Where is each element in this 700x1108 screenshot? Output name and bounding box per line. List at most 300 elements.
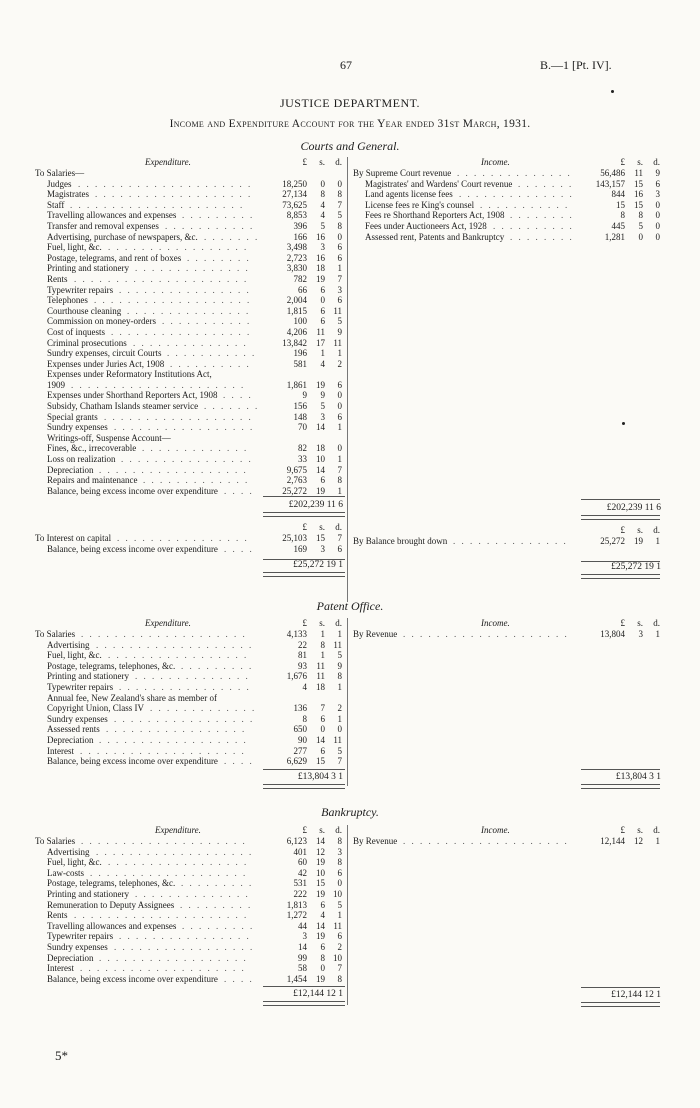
balance-rows: [353, 536, 660, 547]
ledger-item-label: Printing and stationery: [47, 263, 129, 274]
ledger-row: [35, 847, 345, 858]
ledger-item-label: License fees re King's counsel: [365, 199, 475, 210]
amount-pence: 6: [337, 242, 342, 253]
leader-dots: . . . . . . . . .: [181, 660, 254, 671]
leader-dots: . . . . . . . . . . . . . . . . .: [108, 650, 249, 661]
ledger-row: [35, 274, 345, 285]
leader-dots: . . . . . . . . . . . . . . . . . . . . .: [78, 178, 253, 189]
amount-shillings: 6: [320, 899, 325, 910]
leader-dots: . . . .: [223, 390, 253, 401]
ledger-row: [35, 327, 345, 338]
amount-shillings: 12: [316, 846, 325, 857]
ledger-item-label: Assessed rents: [47, 724, 100, 735]
expenditure-rows: [35, 168, 345, 496]
ledger-item-label: Balance, being excess income over expenditure: [47, 756, 218, 767]
ledger-item-label: Loss on realization: [47, 454, 116, 465]
leader-dots: . . . . . . . . . . . . . . . .: [119, 284, 251, 295]
amount-shillings: 19: [316, 931, 325, 942]
leader-dots: . . . . . . . . . . . . . . . . . . .: [95, 189, 253, 200]
shilling-unit: s.: [637, 618, 643, 628]
amount-pence: 8: [337, 973, 342, 984]
amount-pence: 2: [337, 941, 342, 952]
ledger-row: [35, 168, 345, 179]
leader-dots: . . . . . . . . . .: [493, 220, 574, 231]
amount-shillings: 17: [316, 337, 325, 348]
leader-dots: . . . . . . . . . . . . . . . . . . . . .: [74, 273, 249, 284]
ledger-row: [353, 200, 660, 211]
pence-unit: d.: [653, 525, 660, 536]
total-rule: [263, 496, 345, 497]
ledger-item-label: Repairs and maintenance: [47, 475, 138, 486]
ledger-item-label: Rents: [47, 910, 68, 921]
amount-pence: 0: [655, 210, 660, 221]
ledger-item-label: Sundry expenses: [47, 941, 108, 952]
ledger-item-label: By Balance brought down: [353, 536, 448, 547]
amount-pounds: 531: [293, 878, 307, 889]
leader-dots: . . . . . . . . . .: [170, 358, 251, 369]
amount-pounds: 81: [298, 650, 307, 661]
expenditure-total: £13,804 3 1: [297, 771, 343, 782]
ledger-row: [35, 401, 345, 412]
ledger-item-label: Expenses under Reformatory Institutions Act,: [47, 369, 212, 380]
ledger-item-label: Criminal prosecutions: [47, 337, 127, 348]
amount-pounds: 82: [298, 443, 307, 454]
leader-dots: . . . . . . . . . . . . . . . . .: [106, 724, 247, 735]
ledger-item-label: To Interest on capital: [35, 533, 112, 544]
ledger-item-label: By Revenue: [353, 629, 398, 639]
amount-pounds: 1,281: [604, 231, 625, 242]
ledger-row: [35, 189, 345, 200]
expenditure-total-row: [35, 988, 345, 1001]
leader-dots: . . . .: [224, 544, 254, 554]
ledger-row: [35, 316, 345, 327]
amount-shillings: 19: [316, 273, 325, 284]
amount-shillings: 0: [320, 724, 325, 735]
amount-pounds: 136: [293, 703, 307, 714]
amount-pence: 7: [337, 963, 342, 974]
carried-header: [35, 522, 345, 533]
amount-shillings: 0: [320, 295, 325, 306]
double-rule: [581, 1002, 660, 1007]
amount-pounds: 222: [293, 888, 307, 899]
amount-pence: 0: [337, 178, 342, 189]
amount-pence: 0: [655, 231, 660, 242]
ledger-item-label: Courthouse cleaning: [47, 305, 122, 316]
amount-shillings: 9: [320, 390, 325, 401]
amount-shillings: 15: [316, 878, 325, 889]
pence-unit: d.: [335, 157, 342, 167]
ledger-row: [35, 422, 345, 433]
amount-shillings: 16: [316, 252, 325, 263]
amount-pence: 0: [337, 878, 342, 889]
ledger-item-label: Judges: [47, 178, 72, 189]
leader-dots: . . . . . . . . . . . . . . . . . .: [99, 464, 248, 475]
amount-shillings: 11: [634, 168, 643, 178]
ledger-row: [353, 629, 660, 640]
ledger-row: [35, 703, 345, 714]
ledger-item-label: Law-costs: [47, 867, 84, 878]
amount-shillings: 8: [320, 952, 325, 963]
amount-shillings: 15: [634, 178, 643, 189]
leader-dots: . . . . . . . .: [510, 231, 574, 242]
expenditure-total: £202,239 11 6: [288, 500, 343, 511]
amount-pounds: 25,103: [282, 533, 307, 544]
amount-pence: 6: [337, 411, 342, 422]
amount-pounds: 445: [611, 220, 625, 231]
ledger-item-label: To Salaries: [35, 629, 76, 639]
amount-pounds: 9,675: [286, 464, 307, 475]
amount-pence: 2: [337, 358, 342, 369]
amount-pence: 6: [337, 544, 342, 554]
expenditure-total-row: [35, 771, 345, 784]
ledger-item-label: Annual fee, New Zealand's share as member of: [47, 692, 218, 703]
amount-pence: 6: [655, 178, 660, 189]
amount-pounds: 196: [293, 348, 307, 359]
leader-dots: . . . . . . . . . . . . . .: [135, 263, 250, 274]
ledger-item-label: Telephones: [47, 295, 88, 306]
amount-pence: 0: [337, 401, 342, 412]
amount-shillings: 16: [634, 189, 643, 200]
amount-pence: 1: [337, 629, 342, 639]
ledger-item-label: Sundry expenses, circuit Courts: [47, 348, 162, 359]
ledger-item-label: Balance, being excess income over expenditure: [47, 485, 218, 496]
leader-dots: . . . . . . . . .: [180, 899, 253, 910]
ledger-row: [35, 338, 345, 349]
double-rule: [581, 784, 660, 789]
expenditure-header: [35, 825, 345, 836]
amount-pounds: 3: [302, 931, 307, 942]
total-rule: [581, 499, 660, 500]
ledger-item-label: Sundry expenses: [47, 422, 108, 433]
amount-pounds: 9: [302, 390, 307, 401]
amount-pounds: 396: [293, 220, 307, 231]
leader-dots: . . . . . . .: [518, 178, 574, 189]
amount-pence: 1: [337, 348, 342, 359]
ledger-row: [35, 857, 345, 868]
ledger-item-label: To Salaries: [35, 836, 76, 846]
amount-shillings: 7: [320, 703, 325, 714]
leader-dots: . . . . . . . . . . . . . . . . .: [114, 941, 255, 952]
amount-pounds: 8: [302, 713, 307, 724]
section-title-patent: Patent Office.: [316, 599, 384, 613]
amount-shillings: 3: [320, 242, 325, 253]
amount-shillings: 1: [320, 629, 325, 639]
amount-pounds: 166: [293, 231, 307, 242]
expenditure-total: £12,144 12 1: [293, 989, 343, 1000]
leader-dots: . . . . . . . . .: [182, 920, 255, 931]
ledger-row: [353, 210, 660, 221]
leader-dots: . . . . . . . . . . .: [162, 316, 252, 327]
column-divider: [347, 825, 348, 1005]
amount-pence: 1: [655, 629, 660, 639]
ledger-row: [35, 412, 345, 423]
amount-pence: 10: [333, 952, 342, 963]
amount-shillings: 10: [316, 867, 325, 878]
folio-mark: 5*: [55, 1048, 68, 1063]
leader-dots: . . . . . . . . . . . . . . . . . . . .: [81, 836, 247, 846]
document-reference: B.—1 [Pt. IV].: [540, 58, 612, 72]
amount-pence: 1: [337, 422, 342, 433]
amount-pounds: 581: [293, 358, 307, 369]
ledger-row: [35, 359, 345, 370]
shilling-unit: s.: [637, 157, 643, 167]
amount-pence: 1: [655, 836, 660, 846]
amount-shillings: 5: [638, 220, 643, 231]
expenditure-caption: Expenditure.: [145, 618, 191, 628]
expenditure-caption: Expenditure.: [145, 157, 191, 167]
ledger-row: [35, 640, 345, 651]
amount-shillings: 14: [316, 464, 325, 475]
shilling-unit: s.: [319, 157, 325, 167]
leader-dots: . . . . . . . . . . . . . . . . . .: [99, 952, 248, 963]
income-total: £12,144 12 1: [611, 989, 661, 1000]
ledger-row: [35, 433, 345, 444]
amount-pence: 7: [337, 533, 342, 544]
ledger-row: [35, 963, 345, 974]
leader-dots: . . . . . . . . . . . . . . . . . . . .: [81, 629, 247, 639]
double-rule: [263, 1001, 345, 1006]
ledger-row: [353, 836, 660, 847]
total-rule: [263, 986, 345, 987]
amount-shillings: 4: [320, 210, 325, 221]
amount-shillings: 8: [638, 210, 643, 221]
ledger-row: [35, 295, 345, 306]
amount-pence: 8: [337, 220, 342, 231]
amount-shillings: 15: [316, 533, 325, 544]
leader-dots: . . . . . . . . . . .: [480, 199, 570, 210]
income-total-row: [353, 502, 660, 515]
ledger-item-label: Interest: [47, 745, 74, 756]
amount-pence: 1: [337, 454, 342, 465]
leader-dots: . . . . . . . . . . . . . .: [457, 168, 572, 178]
leader-dots: . . . . . . . .: [187, 252, 251, 263]
amount-pence: 0: [655, 199, 660, 210]
amount-pounds: 33: [298, 454, 307, 465]
ledger-row: [35, 200, 345, 211]
amount-shillings: 6: [320, 941, 325, 952]
amount-pence: 8: [337, 189, 342, 200]
leader-dots: . . . . . . . . . . . . . . . . .: [111, 326, 252, 337]
leader-dots: . . . . . . . .: [510, 210, 574, 221]
ledger-row: [35, 475, 345, 486]
income-header: [353, 618, 660, 629]
amount-pounds: 1,861: [286, 379, 307, 390]
amount-pounds: 66: [298, 284, 307, 295]
ledger-item-label: Interest: [47, 963, 74, 974]
income-caption: Income.: [481, 618, 510, 628]
leader-dots: . . . . . . . . . . . . . . . . .: [114, 713, 255, 724]
ledger-item-label: Advertising: [47, 846, 90, 857]
ledger-item-label: Fuel, light, &c.: [47, 650, 102, 661]
pound-unit: £: [620, 825, 625, 835]
leader-dots: . . . .: [224, 756, 254, 767]
amount-pence: 1: [337, 681, 342, 692]
amount-shillings: 14: [316, 734, 325, 745]
ledger-row: [35, 306, 345, 317]
amount-pounds: 70: [298, 422, 307, 433]
ledger-row: [35, 714, 345, 725]
amount-shillings: 4: [320, 358, 325, 369]
leader-dots: . . . . . . . . . . . . . . . . . . . . .: [74, 910, 249, 921]
pound-unit: £: [302, 825, 307, 835]
ledger-row: [35, 454, 345, 465]
amount-pounds: 1,272: [286, 910, 307, 921]
ledger-item-label: Depreciation: [47, 464, 94, 475]
amount-pounds: 3,830: [286, 263, 307, 274]
amount-shillings: 3: [320, 411, 325, 422]
amount-pence: 0: [337, 390, 342, 401]
pence-unit: d.: [335, 618, 342, 628]
amount-pounds: 1,813: [286, 899, 307, 910]
amount-pence: 9: [337, 660, 342, 671]
amount-pounds: 4,133: [286, 629, 307, 639]
ledger-item-label: Magistrates: [47, 189, 89, 200]
ledger-row: [35, 724, 345, 735]
amount-shillings: 10: [316, 454, 325, 465]
amount-pounds: 93: [298, 660, 307, 671]
amount-shillings: 4: [320, 199, 325, 210]
leader-dots: . . . . . . . . . . .: [165, 220, 255, 231]
total-rule: [581, 987, 660, 988]
amount-pounds: 2,723: [286, 252, 307, 263]
amount-pounds: 277: [293, 745, 307, 756]
ledger-item-label: Magistrates' and Wardens' Court revenue: [365, 178, 513, 189]
leader-dots: . . . . . . . . . . . . . .: [135, 671, 250, 682]
income-rows: [353, 836, 660, 847]
ledger-item-label: Typewriter repairs: [47, 284, 114, 295]
amount-pounds: 100: [293, 316, 307, 327]
amount-pence: 0: [337, 231, 342, 242]
leader-dots: . . . . . . . . . . . . . . . . . . . . .: [70, 199, 245, 210]
expenditure-column: [35, 157, 345, 572]
income-column: [353, 157, 660, 574]
amount-pounds: 844: [611, 189, 625, 200]
ledger-row: [353, 168, 660, 179]
ledger-row: [35, 465, 345, 476]
ledger-item-label: Depreciation: [47, 952, 94, 963]
amount-pounds: 401: [293, 846, 307, 857]
amount-shillings: 0: [320, 178, 325, 189]
leader-dots: . . . . . . . . . . . . .: [150, 703, 257, 714]
leader-dots: . . . . . . . . . . . . . . . . . . . .: [80, 745, 246, 756]
double-rule: [263, 572, 345, 577]
amount-pounds: 782: [293, 273, 307, 284]
ledger-row: [35, 889, 345, 900]
shilling-unit: s.: [637, 525, 643, 536]
amount-shillings: 8: [320, 639, 325, 650]
shilling-unit: s.: [319, 522, 325, 533]
amount-pence: 2: [337, 703, 342, 714]
ledger-row: [35, 868, 345, 879]
amount-pounds: 99: [298, 952, 307, 963]
amount-pounds: 4: [302, 681, 307, 692]
amount-shillings: 6: [320, 316, 325, 327]
amount-pounds: 13,842: [282, 337, 307, 348]
amount-pence: 1: [655, 536, 660, 547]
total-rule: [263, 769, 345, 770]
pence-unit: d.: [335, 825, 342, 835]
pound-unit: £: [302, 522, 307, 533]
ledger-item-label: Balance, being excess income over expenditure: [47, 544, 218, 554]
amount-shillings: 4: [320, 910, 325, 921]
account-title: Income and Expenditure Account for the Year ended 31st March, 1931.: [169, 118, 531, 130]
amount-pence: 11: [333, 305, 342, 316]
expenditure-column: [35, 618, 345, 784]
ledger-item-label: Copyright Union, Class IV: [47, 703, 145, 714]
amount-pounds: 650: [293, 724, 307, 735]
pound-unit: £: [620, 525, 625, 536]
amount-pence: 3: [337, 846, 342, 857]
leader-dots: . . . . . . . . . . . . . . . . . . .: [96, 639, 254, 650]
amount-pounds: 6,123: [286, 836, 307, 846]
ledger-row: [353, 232, 660, 243]
amount-pounds: 58: [298, 963, 307, 974]
ledger-row: [353, 536, 660, 547]
amount-pence: 11: [333, 337, 342, 348]
ledger-item-label: Advertising, purchase of newspapers, &c.: [47, 231, 198, 242]
amount-shillings: 6: [320, 475, 325, 486]
amount-pounds: 148: [293, 411, 307, 422]
amount-pounds: 22: [298, 639, 307, 650]
ledger-row: [35, 253, 345, 264]
amount-pounds: 8: [620, 210, 625, 221]
amount-shillings: 6: [320, 713, 325, 724]
expenditure-header: [35, 618, 345, 629]
amount-pence: 1: [337, 713, 342, 724]
amount-shillings: 0: [638, 231, 643, 242]
ledger-row: [35, 693, 345, 704]
leader-dots: . . . . . . . . . . . . . . . . . .: [99, 734, 248, 745]
ledger-row: [35, 746, 345, 757]
leader-dots: . . . . . . . . . . . . . . . .: [121, 454, 253, 465]
ledger-row: [35, 921, 345, 932]
expenditure-header: [35, 157, 345, 168]
amount-pence: 5: [337, 210, 342, 221]
amount-pence: 6: [337, 931, 342, 942]
ledger-row: [35, 931, 345, 942]
income-total-row: [353, 989, 660, 1002]
ledger-item-label: Writings-off, Suspense Account—: [47, 432, 171, 443]
leader-dots: . . . . . . . . . . . . . . . . . . .: [96, 846, 254, 857]
amount-shillings: 1: [320, 650, 325, 661]
leader-dots: . . . . . . . . . . . . . . .: [127, 305, 251, 316]
ledger-row: [35, 682, 345, 693]
amount-pounds: 169: [293, 544, 307, 554]
amount-pounds: 4,206: [286, 326, 307, 337]
amount-pence: 1: [337, 910, 342, 921]
amount-shillings: 1: [320, 348, 325, 359]
ledger-item-label: To Salaries—: [35, 168, 85, 178]
pence-unit: d.: [653, 825, 660, 835]
amount-pounds: 56,486: [600, 168, 625, 178]
pence-unit: d.: [653, 618, 660, 628]
amount-pounds: 1,676: [286, 671, 307, 682]
amount-pence: 8: [337, 857, 342, 868]
income-total: £202,239 11 6: [606, 503, 661, 514]
ledger-item-label: By Supreme Court revenue: [353, 168, 452, 178]
ledger-item-label: Typewriter repairs: [47, 681, 114, 692]
amount-pounds: 12,144: [600, 836, 625, 846]
leader-dots: . . . . . . . . . . . . . . . .: [119, 931, 251, 942]
expenditure-caption: Expenditure.: [155, 825, 201, 835]
ledger-item-label: Subsidy, Chatham Islands steamer service: [47, 401, 199, 412]
amount-shillings: 19: [316, 485, 325, 496]
ledger-item-label: Fees under Auctioneers Act, 1928: [365, 220, 487, 231]
amount-pence: 6: [337, 867, 342, 878]
amount-pence: 8: [337, 671, 342, 682]
amount-shillings: 15: [316, 756, 325, 767]
amount-pounds: 15: [616, 199, 625, 210]
